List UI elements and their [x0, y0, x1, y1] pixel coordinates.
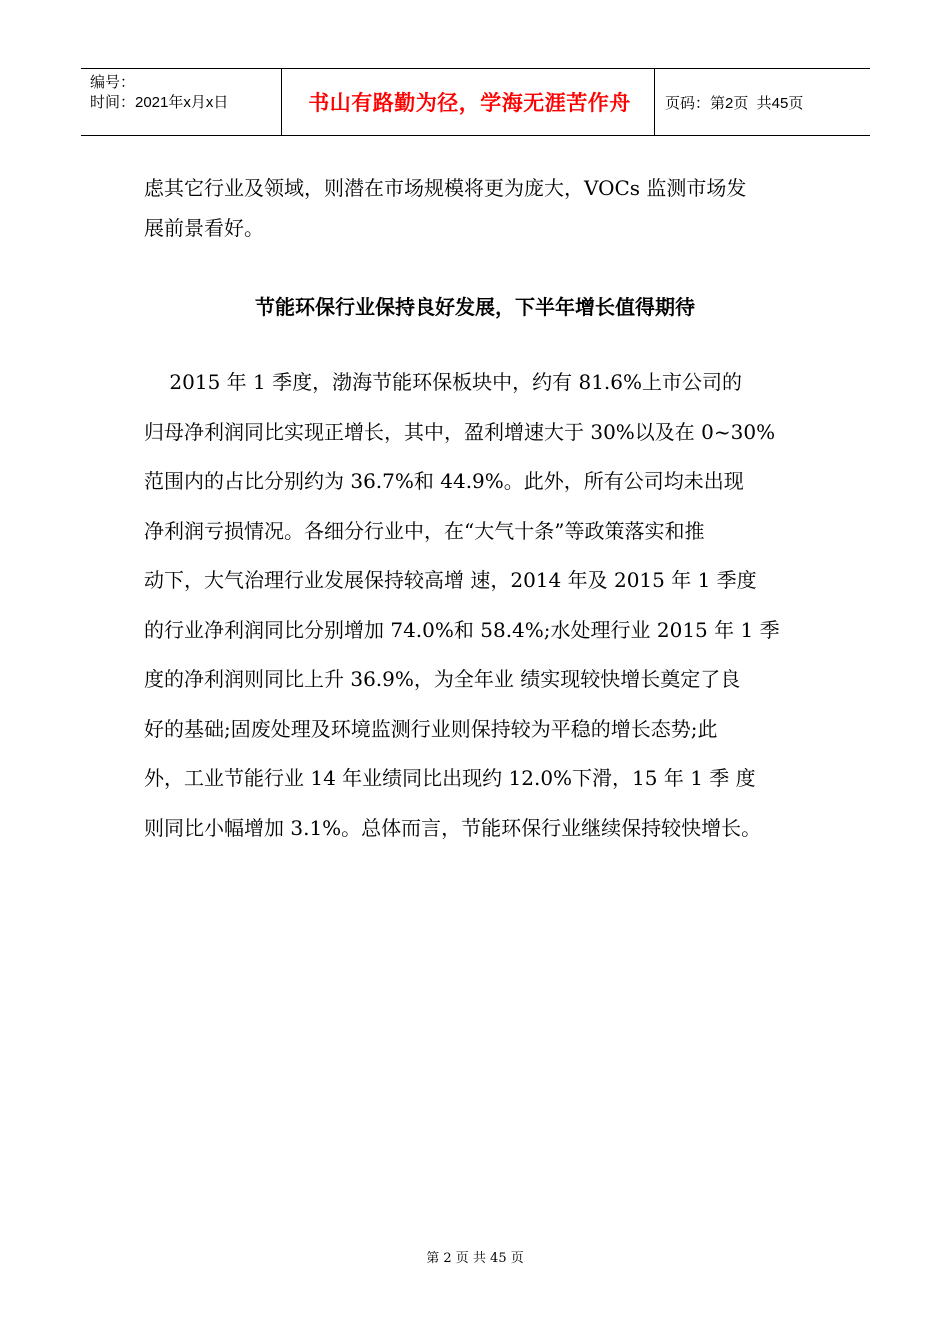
- text-line: 度的净利润则同比上升 36.9%，为全年业 绩实现较快增长奠定了良: [144, 667, 741, 691]
- document-header: [81, 68, 870, 136]
- document-date-label: 时间：2021年x月x日: [90, 94, 229, 111]
- text-line: 外，工业节能行业 14 年业绩同比出现约 12.0%下滑，15 年 1 季 度: [144, 766, 756, 790]
- text-line: 的行业净利润同比分别增加 74.0%和 58.4%;水处理行业 2015 年 1 季: [144, 617, 780, 642]
- text-line: 范围内的占比分别约为 36.7%和 44.9%。此外，所有公司均未出现: [144, 469, 744, 493]
- section-heading: 节能环保行业保持良好发展，下半年增长值得期待: [255, 295, 695, 319]
- header-page-cell: [655, 69, 870, 135]
- intro-paragraph: [144, 168, 824, 248]
- text-line: 虑其它行业及领域，则潜在市场规模将更为庞大，VOCs 监测市场发: [144, 176, 747, 200]
- text-line: 净利润亏损情况。各细分行业中，在“大气十条”等政策落实和推: [144, 518, 705, 543]
- body-paragraph: [144, 358, 844, 853]
- header-page-info: 页码：第2页 共45页: [665, 94, 804, 112]
- document-number-label: 编号：: [90, 74, 136, 91]
- header-motto-cell: [282, 69, 655, 135]
- text-line: 好的基础;固废处理及环境监测行业则保持较为平稳的增长态势;此: [144, 716, 718, 741]
- text-line: 展前景看好。: [144, 216, 264, 240]
- text-line: 2015 年 1 季度，渤海节能环保板块中，约有 81.6%上市公司的: [144, 370, 743, 394]
- text-line: 则同比小幅增加 3.1%。总体而言，节能环保行业继续保持较快增长。: [144, 815, 762, 840]
- text-line: 动下，大气治理行业发展保持较高增 速，2014 年及 2015 年 1 季度: [144, 568, 757, 592]
- page-footer: 第 2 页 共 45 页: [426, 1251, 524, 1266]
- text-line: 归母净利润同比实现正增长，其中，盈利增速大于 30%以及在 0~30%: [144, 419, 776, 444]
- header-meta-cell: [81, 69, 282, 135]
- header-motto: 书山有路勤为径，学海无涯苦作舟: [308, 91, 631, 115]
